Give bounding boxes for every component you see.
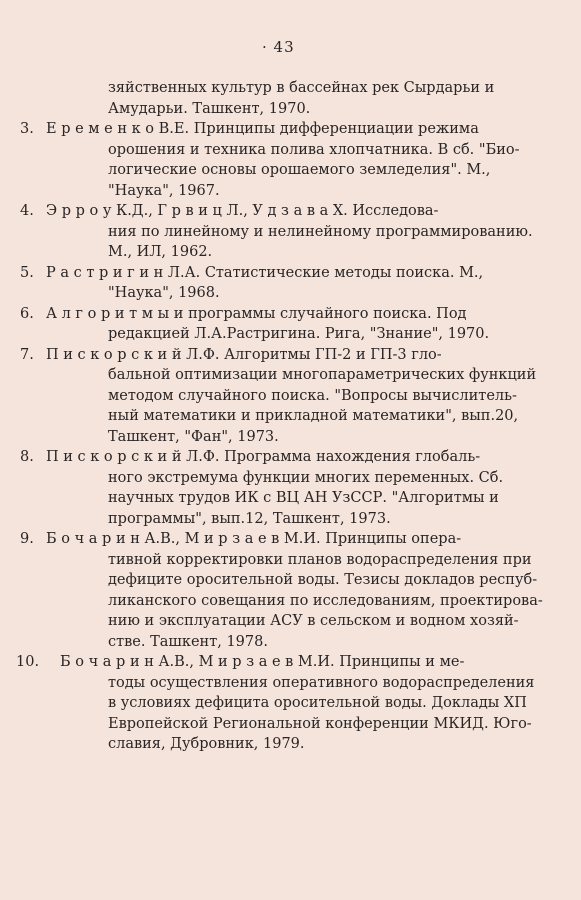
reference-first-rest: Л.Ф. Программа нахождения глобаль-	[186, 449, 481, 465]
reference-first-rest: К.Д., Г р в и ц Л., У д з а в а Х. Исследова-	[115, 203, 439, 219]
reference-number: 4.	[20, 203, 34, 219]
reference-line: редакцией Л.А.Растригина. Рига, "Знание", 1970.	[108, 326, 490, 342]
reference-line: ликанского совещания по исследованиям, проектирова-	[108, 592, 543, 609]
reference-line: тоды осуществления оперативного водораспределения	[108, 674, 535, 691]
reference-author: Р а с т р и г и н	[46, 264, 164, 281]
reference-number: 10.	[16, 654, 40, 670]
reference-first-line	[60, 652, 464, 672]
reference-first-line	[46, 529, 461, 549]
reference-line: славия, Дубровник, 1979.	[108, 736, 305, 752]
reference-line: научных трудов ИК с ВЦ АН УзССР. "Алгоритмы и	[108, 490, 499, 506]
reference-first-rest: и программы случайного поиска. Под	[173, 305, 467, 322]
reference-line: нию и эксплуатации АСУ в сельском и водном хозяй-	[108, 613, 519, 629]
reference-line: "Наука", 1967.	[108, 182, 220, 199]
reference-first-line	[46, 201, 438, 221]
reference-number: 6.	[20, 305, 34, 322]
reference-first-rest: А.В., М и р з а е в М.И. Принципы опера-	[144, 531, 462, 547]
reference-line: бальной оптимизации многопараметрических функций	[108, 367, 537, 383]
reference-line: дефиците оросительной воды. Тезисы докладов респуб-	[108, 572, 538, 588]
reference-number: 9.	[20, 531, 34, 547]
reference-number: 8.	[20, 449, 34, 465]
reference-line: ния по линейному и нелинейному программированию.	[108, 223, 533, 240]
reference-number: 5.	[20, 264, 34, 281]
reference-line: ный математики и прикладной математики", вып.20,	[108, 408, 519, 424]
reference-line: Ташкент, "Фан", 1973.	[108, 428, 279, 445]
reference-line: тивной корректировки планов водораспределения при	[108, 551, 532, 568]
reference-first-rest: Л.А. Статистические методы поиска. М.,	[167, 264, 484, 281]
reference-line: в условиях дефицита оросительной воды. Доклады ХП	[108, 695, 527, 711]
reference-line: методом случайного поиска. "Вопросы вычислитель-	[108, 387, 517, 404]
reference-first-rest: В.Е. Принципы дифференциации режима	[158, 121, 479, 137]
continuation-line: зяйственных культур в бассейнах рек Сырдарьи и	[108, 80, 495, 96]
reference-author: П и с к о р с к и й	[46, 346, 182, 363]
reference-line: программы", вып.12, Ташкент, 1973.	[108, 510, 391, 527]
reference-first-rest: Л.Ф. Алгоритмы ГП-2 и ГП-3 гло-	[186, 346, 442, 363]
reference-first-line	[46, 119, 479, 139]
reference-line: стве. Ташкент, 1978.	[108, 633, 268, 650]
page-number: · 43	[262, 38, 295, 56]
reference-first-rest: А.В., М и р з а е в М.И. Принципы и ме-	[158, 654, 465, 670]
reference-author: А л г о р и т м ы	[46, 305, 170, 322]
reference-number: 7.	[20, 346, 34, 363]
continuation-line: Амударьи. Ташкент, 1970.	[108, 100, 311, 117]
reference-first-line	[46, 447, 480, 467]
reference-author: Э р р о у	[46, 203, 112, 219]
reference-line: Европейской Региональной конференции МКИД. Юго-	[108, 715, 532, 732]
reference-first-line	[46, 263, 483, 283]
reference-line: ного экстремума функции многих переменных. Сб.	[108, 469, 504, 486]
reference-first-line	[46, 304, 466, 324]
reference-author: Б о ч а р и н	[46, 531, 140, 547]
reference-number: 3.	[20, 121, 34, 137]
reference-author: Б о ч а р и н	[60, 654, 154, 670]
reference-author: Е р е м е н к о	[46, 121, 155, 137]
reference-first-line	[46, 345, 442, 365]
reference-line: орошения и техника полива хлопчатника. В сб. "Био-	[108, 141, 520, 158]
reference-author: П и с к о р с к и й	[46, 449, 182, 465]
reference-line: М., ИЛ, 1962.	[108, 244, 213, 260]
reference-line: "Наука", 1968.	[108, 285, 220, 301]
reference-line: логические основы орошаемого земледелия". М.,	[108, 162, 491, 178]
